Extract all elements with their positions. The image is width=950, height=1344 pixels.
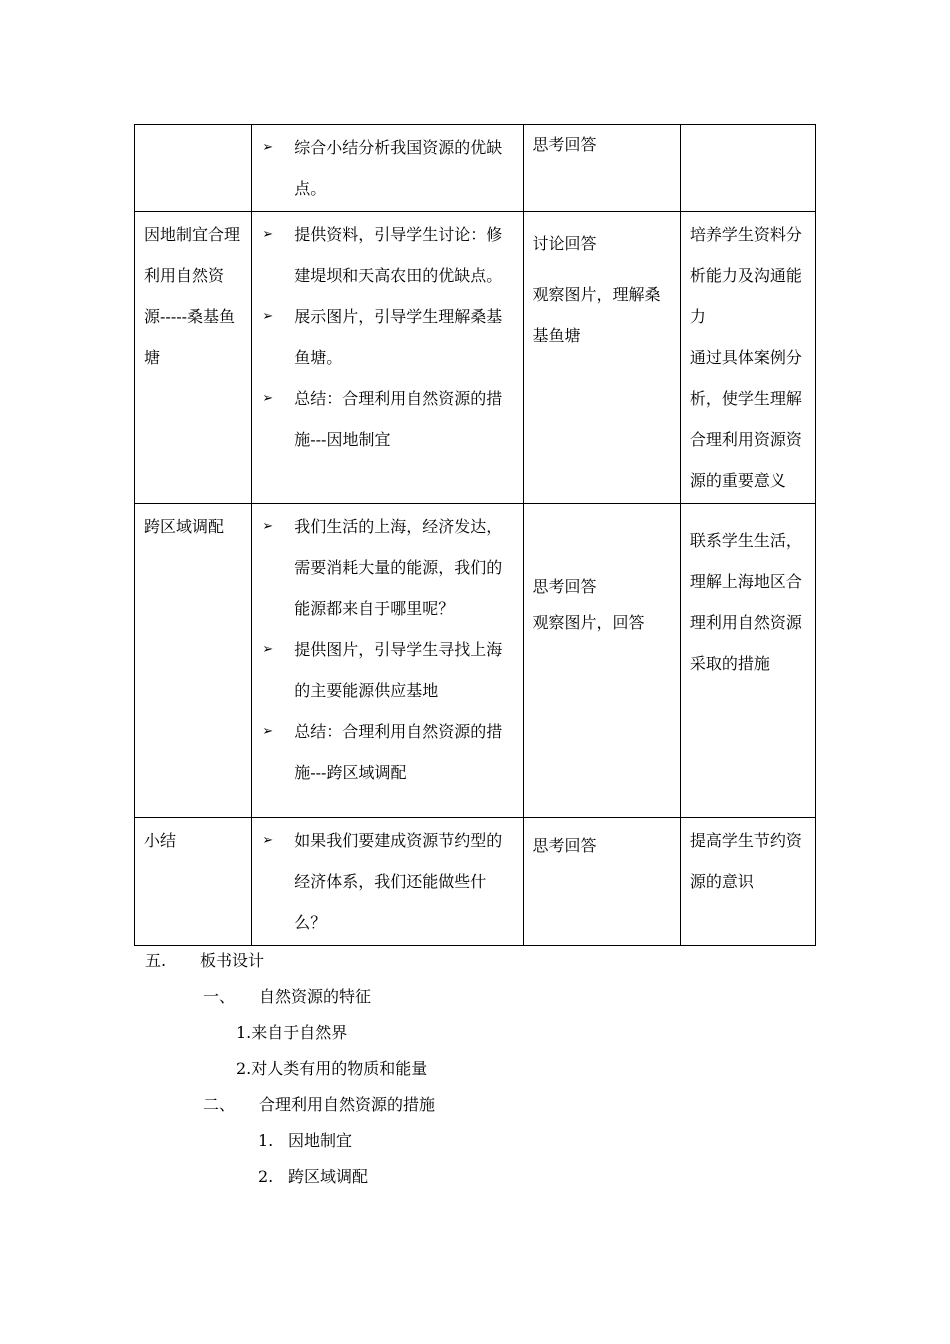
stage-text: 跨区域调配 — [144, 517, 225, 536]
section-number: 五. — [145, 951, 167, 970]
student-activity-text: 观察图片，理解桑基鱼塘 — [532, 285, 661, 345]
student-activity-text: 思考回答 — [532, 135, 597, 154]
design-intent-text: 通过具体案例分析，使学生理解合理利用资源资源的重要意义 — [689, 348, 802, 490]
stage-text: 小结 — [144, 831, 177, 850]
design-intent-text: 联系学生生活，理解上海地区合理利用自然资源采取的措施 — [689, 531, 802, 673]
design-intent-text: 培养学生资料分析能力及沟通能力 — [689, 225, 802, 326]
bullet-item: ➢ 提供图片，引导学生寻找上海的主要能源供应基地 — [259, 629, 514, 711]
stage-cell — [135, 125, 252, 212]
teacher-activity-cell — [252, 212, 523, 504]
bullet-item: ➢ 提供资料，引导学生讨论：修建堤坝和天高农田的优缺点。 — [259, 214, 514, 296]
stage-cell — [135, 504, 252, 818]
bullet-item: ➢ 综合小结分析我国资源的优缺点。 — [259, 127, 514, 209]
bullet-item: ➢ 总结：合理利用自然资源的措施---因地制宜 — [259, 378, 514, 460]
outline-heading-number: 一、 — [203, 987, 236, 1006]
design-intent-cell — [680, 125, 815, 212]
outline-item-number: 1. — [258, 1131, 274, 1150]
teacher-activity-cell — [252, 504, 523, 818]
student-activity-text: 讨论回答 — [532, 234, 597, 253]
bullet-item: ➢ 展示图片，引导学生理解桑基鱼塘。 — [259, 296, 514, 378]
student-activity-cell — [523, 818, 680, 946]
lesson-plan-table — [134, 124, 816, 946]
student-activity-text: 思考回答 — [532, 577, 597, 596]
design-intent-text: 提高学生节约资源的意识 — [689, 831, 802, 891]
bullet-item: ➢ 总结：合理利用自然资源的措施---跨区域调配 — [259, 711, 514, 793]
stage-cell — [135, 818, 252, 946]
bullet-item: ➢ 我们生活的上海，经济发达，需要消耗大量的能源，我们的能源都来自于哪里呢？ — [259, 506, 514, 629]
student-activity-cell — [523, 504, 680, 818]
student-activity-cell — [523, 125, 680, 212]
stage-text: 因地制宜合理利用自然资源-----桑基鱼塘 — [144, 225, 241, 367]
design-intent-cell — [680, 504, 815, 818]
bullet-item: ➢ 如果我们要建成资源节约型的经济体系，我们还能做些什么？ — [259, 820, 514, 943]
table-row — [135, 125, 816, 212]
outline-item: 1.来自于自然界 — [236, 1023, 348, 1042]
stage-cell — [135, 212, 252, 504]
outline-item-number: 2. — [258, 1167, 274, 1186]
outline-item: 跨区域调配 — [288, 1167, 369, 1186]
outline-item: 2.对人类有用的物质和能量 — [236, 1059, 428, 1078]
outline-item: 因地制宜 — [288, 1131, 353, 1150]
teacher-activity-cell — [252, 818, 523, 946]
teacher-activity-cell — [252, 125, 523, 212]
student-activity-text: 思考回答 — [532, 836, 597, 855]
student-activity-cell — [523, 212, 680, 504]
table-row — [135, 504, 816, 818]
section-title: 板书设计 — [200, 951, 265, 970]
design-intent-cell — [680, 818, 815, 946]
table-row — [135, 212, 816, 504]
design-intent-cell — [680, 212, 815, 504]
student-activity-text: 观察图片，回答 — [532, 613, 645, 632]
outline-heading: 合理利用自然资源的措施 — [259, 1095, 436, 1114]
outline-heading-number: 二、 — [203, 1095, 236, 1114]
table-row — [135, 818, 816, 946]
outline-heading: 自然资源的特征 — [259, 987, 372, 1006]
